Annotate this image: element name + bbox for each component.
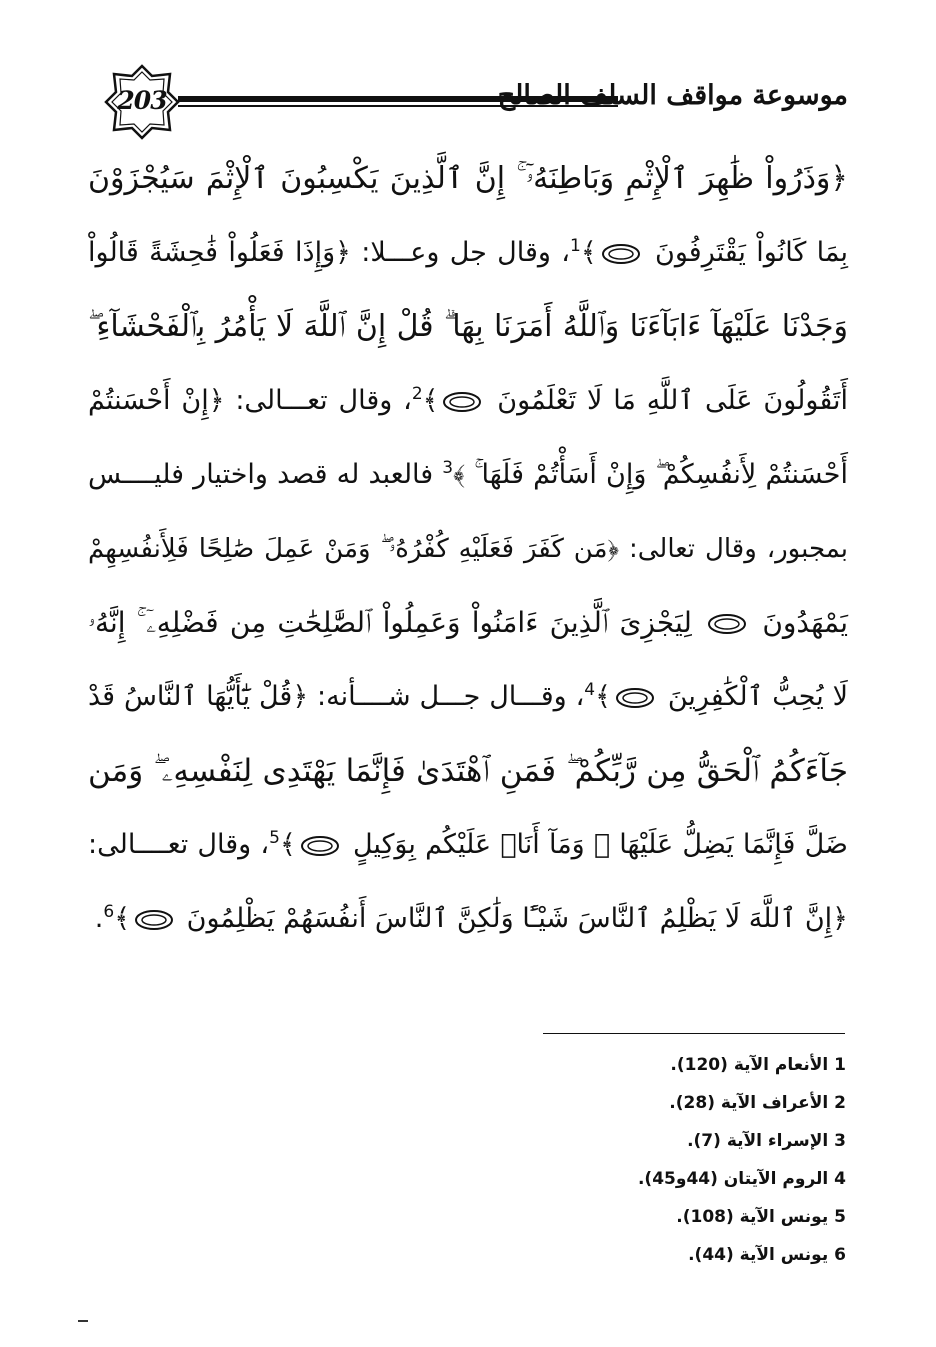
- footnote-ref: 4: [584, 680, 596, 700]
- footnote-item: [426, 1046, 846, 1084]
- footnote-number: 2: [834, 1093, 846, 1113]
- footnote-text: الأعراف الآية (28).: [669, 1093, 829, 1113]
- closing-bracket: ﴾: [114, 903, 131, 934]
- closing-bracket: ﴾: [595, 681, 611, 712]
- text-line: [88, 438, 848, 512]
- footnote-text: يونس الآية (108).: [676, 1207, 829, 1227]
- footnote-ref: 3: [442, 458, 454, 478]
- verse-number-icon: [615, 687, 655, 709]
- footnote-number: 3: [834, 1131, 846, 1151]
- closing-bracket: ﴾: [279, 829, 296, 860]
- footnote-ref: 6: [103, 902, 115, 922]
- prose-text: ، وقال جل وعـــلا: ﴿وَإِذَا فَعَلُواْ فَٰحِشَةً قَالُواْ: [88, 237, 571, 268]
- footnote-text: يونس الآية (44).: [688, 1245, 829, 1265]
- text-line: [88, 512, 848, 586]
- scan-mark: [78, 1320, 88, 1322]
- text-line: [88, 142, 848, 216]
- footnote-text: الأنعام الآية (120).: [670, 1055, 829, 1075]
- prose-text: ، وقال تعـــالى: ﴿إِنْ أَحْسَنتُمْ: [88, 385, 412, 416]
- text-line: [88, 808, 848, 882]
- quran-verse: لَا يُحِبُّ ٱلْكَٰفِرِينَ: [667, 681, 848, 712]
- prose-text: ، وقـــال جـــل شــــأنه: ﴿قُلْ يَٰٓأَيُّهَا ٱلنَّاسُ قَدْ: [88, 681, 585, 712]
- footnote-ref: 2: [411, 384, 423, 404]
- text-line: [88, 734, 848, 808]
- quran-verse: وَجَدْنَا عَلَيْهَآ ءَابَآءَنَا وَٱللَّهُ أَمَرَنَا بِهَا ۗ قُلْ إِنَّ ٱللَّهَ لَا يَأْمُرُ بِٱلْفَحْشَآءِ ۖ: [88, 309, 848, 344]
- text-line: [88, 882, 848, 956]
- prose-text: فالعبد له قصد واختيار فليــــس: [88, 459, 443, 490]
- main-text: [88, 142, 848, 956]
- quran-verse: أَحْسَنتُمْ لِأَنفُسِكُمْ ۖ وَإِنْ أَسَأْتُمْ فَلَهَا ۚ ﴾: [453, 459, 848, 490]
- page-header: [90, 60, 860, 140]
- quran-verse: ﴿إِنَّ ٱللَّهَ لَا يَظْلِمُ ٱلنَّاسَ شَيْـًٔا وَلَٰكِنَّ ٱلنَّاسَ أَنفُسَهُمْ يَظْلِمُونَ: [186, 903, 848, 934]
- footnote-number: 5: [834, 1207, 846, 1227]
- closing-bracket: ﴾: [422, 385, 439, 416]
- verse-number-icon: [601, 243, 641, 265]
- quran-verse: بِمَا كَانُواْ يَقْتَرِفُونَ: [655, 237, 848, 268]
- prose-text: ، وقال تعــــالى:: [88, 829, 270, 860]
- page-number: 203: [117, 86, 167, 115]
- text-line: [88, 216, 848, 290]
- text-line: [88, 586, 848, 660]
- footnote-number: 6: [834, 1245, 846, 1265]
- verse-number-icon: [442, 391, 482, 413]
- footnote-text: الإسراء الآية (7).: [687, 1131, 829, 1151]
- footnote-item: [426, 1198, 846, 1236]
- quran-verse: أَتَقُولُونَ عَلَى ٱللَّهِ مَا لَا تَعْلَمُونَ: [497, 385, 848, 416]
- quran-verse: بمجبور، وقال تعالى: ﴿مَن كَفَرَ فَعَلَيْهِ كُفْرُهُۥ ۖ وَمَنْ عَمِلَ صَٰلِحًا فَلِأَنفُسِهِمْ: [88, 534, 848, 564]
- text-line: [88, 290, 848, 364]
- footnote-separator: [543, 1033, 845, 1034]
- closing-bracket: ﴾: [580, 237, 597, 268]
- prose-text: .: [94, 903, 104, 934]
- footnote-ref: 5: [269, 828, 280, 848]
- footnote-ref: 1: [570, 236, 581, 256]
- footnote-number: 1: [834, 1055, 846, 1075]
- verse-number-icon: [134, 909, 174, 931]
- text-line: [88, 660, 848, 734]
- footnote-item: [426, 1084, 846, 1122]
- footnote-number: 4: [834, 1169, 846, 1189]
- book-title: موسوعة مواقف السلف الصالح: [497, 80, 848, 111]
- quran-verse: لِيَجْزِىَ ٱلَّذِينَ ءَامَنُواْ وَعَمِلُواْ ٱلصَّٰلِحَٰتِ مِن فَضْلِهِۦٓ ۚ إِنَّهُۥ: [88, 606, 704, 639]
- footnote-text: الروم الآيتان (44و45).: [637, 1169, 829, 1189]
- quran-verse: يَمْهَدُونَ: [762, 606, 849, 639]
- footnote-item: [426, 1160, 846, 1198]
- verse-number-icon: [300, 835, 340, 857]
- page-number-badge: [104, 64, 180, 140]
- text-line: [88, 364, 848, 438]
- footnote-item: [426, 1236, 846, 1274]
- quran-verse: ﴿وَذَرُواْ ظَٰهِرَ ٱلْإِثْمِ وَبَاطِنَهُۥٓ ۚ إِنَّ ٱلَّذِينَ يَكْسِبُونَ ٱلْإِثْمَ سَيُجْزَوْنَ: [88, 161, 848, 196]
- quran-verse: جَآءَكُمُ ٱلْحَقُّ مِن رَّبِّكُمْ ۖ فَمَنِ ٱهْتَدَىٰ فَإِنَّمَا يَهْتَدِى لِنَفْسِهِۦ ۖ وَمَن: [88, 753, 848, 789]
- quran-verse: ضَلَّ فَإِنَّمَا يَضِلُّ عَلَيْهَا ۖ وَمَآ أَنَا۠ عَلَيْكُم بِوَكِيلٍ: [352, 829, 848, 860]
- verse-number-icon: [707, 613, 747, 635]
- footnotes: [426, 1046, 846, 1274]
- footnote-item: [426, 1122, 846, 1160]
